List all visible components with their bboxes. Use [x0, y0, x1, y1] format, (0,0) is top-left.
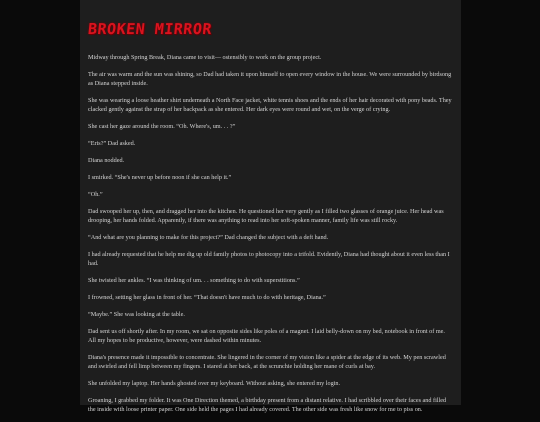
story-paragraph: “And what are you planning to make for this project?” Dad changed the subject with a deft hand.: [88, 234, 329, 241]
story-paragraph: I smirked. “She's never up before noon if she can help it.”: [88, 174, 232, 181]
story-paragraph: Diana nodded.: [88, 157, 125, 164]
story-paragraph: Diana's presence made it impossible to concentrate. She lingered in the corner of my vision like a spider at the edge of its web. My pen scrawled and swirled and fell limp between my fingers. I stared at her back, at the scrunchie holding her mane of curls at bay.: [88, 354, 446, 370]
story-paragraph: “Eris?” Dad asked.: [88, 140, 136, 147]
story-paragraph: She was wearing a loose heather shirt underneath a North Face jacket, white tennis shoes and the ends of her hair decorated with pony beads. They clacked gently against the strap of her backpack as she entered. Her dark eyes were round and wet, on the verge of crying.: [88, 97, 452, 113]
story-paragraph: I had already requested that he help me dig up old family photos to photocopy into a trifold. Evidently, Diana had thought about it even less than I had.: [88, 251, 450, 267]
story-paragraph: Dad swooped her up, then, and dragged her into the kitchen. He questioned her very gently as I filled two glasses of orange juice. Her head was drooping, her hands folded. Apparently, if there was anything to read into her soft-spoken manner, family life was still rocky.: [88, 208, 444, 224]
story-paragraph: Midway through Spring Break, Diana came to visit— ostensibly to work on the group project.: [88, 54, 322, 61]
story-page: [80, 0, 461, 413]
story-paragraph: The air was warm and the sun was shining, so Dad had taken it upon himself to open every window in the house. We were surrounded by birdsong as Diana stepped inside.: [88, 71, 452, 87]
story-paragraph: Dad sent us off shortly after. In my room, we sat on opposite sides like poles of a magnet. I laid belly-down on my bed, notebook in front of me. All my hopes to be productive, however, were dashed within minutes.: [88, 328, 445, 344]
story-paragraph: She twisted her ankles. “I was thinking of um. . . something to do with superstitions.”: [88, 277, 300, 284]
story-paragraph: She cast her gaze around the room. “Oh. Where's, um. . . ?”: [88, 123, 236, 130]
story-body: [88, 53, 454, 422]
story-paragraph: She unfolded my laptop. Her hands ghosted over my keyboard. Without asking, she entered my login.: [88, 380, 341, 387]
story-paragraph: I frowned, setting her glass in front of her. “That doesn't have much to do with heritage, Diana.”: [88, 294, 326, 301]
story-paragraph: “Oh.”: [88, 191, 103, 198]
story-title: BROKEN MIRROR: [87, 20, 213, 38]
story-paragraph: “Maybe.” She was looking at the table.: [88, 311, 185, 318]
story-paragraph: Groaning, I grabbed my folder. It was One Direction themed, a birthday present from a distant relative. I had scribbled over their faces and filled the inside with loose printer paper. One side held the pages I had already covered. The other side was fresh like snow for me to piss on.: [88, 397, 447, 413]
